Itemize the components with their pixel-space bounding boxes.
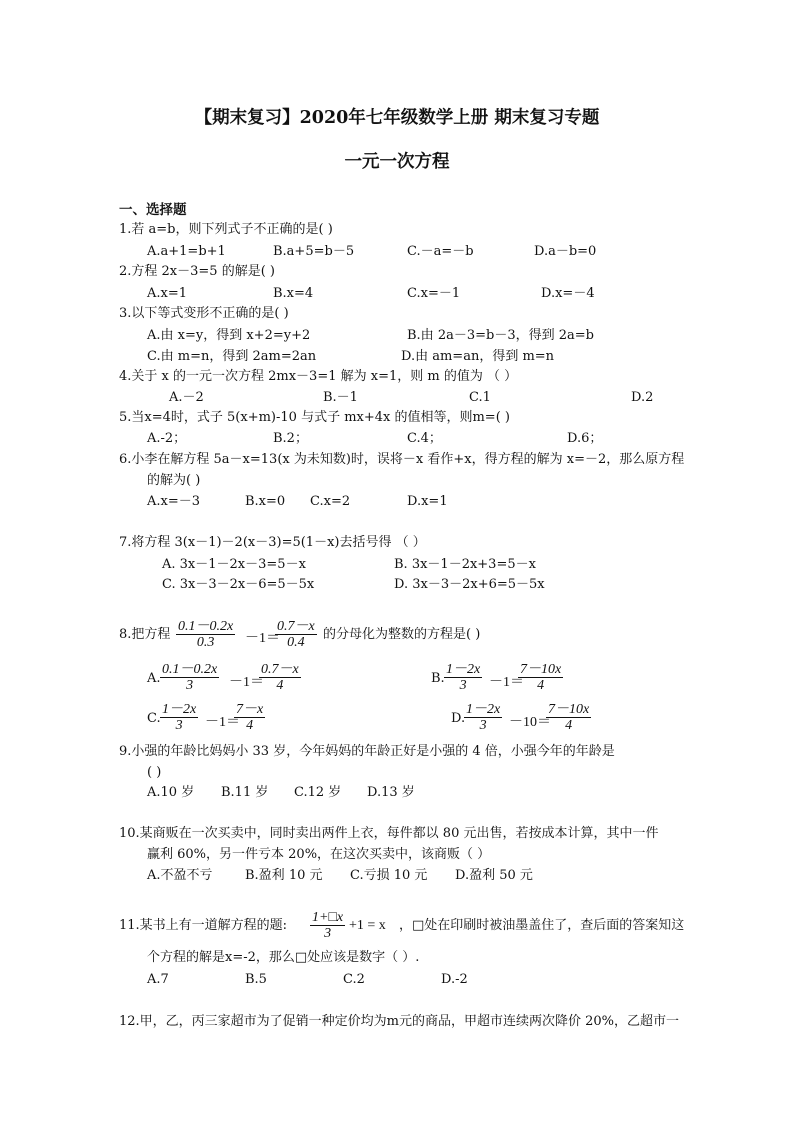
question-10-option-d: D.盈利 50 元 <box>455 868 533 883</box>
question-12-stem: 12.甲，乙，丙三家超市为了促销一种定价均为m元的商品，甲超市连续两次降价 20%，乙超市一 <box>119 1014 680 1029</box>
question-8-stem-fraction-right <box>275 619 317 650</box>
question-7-option-d: D. 3x－3－2x+6=5－5x <box>394 577 545 592</box>
question-5-option-c: C.4； <box>407 431 442 446</box>
question-11-option-b: B.5 <box>245 972 267 987</box>
question-10-stem: 10.某商贩在一次买卖中，同时卖出两件上衣，每件都以 80 元出售，若按成本计算，其中一件 <box>119 826 659 841</box>
question-8-option-d-fraction-right <box>546 702 591 733</box>
fraction-numerator: 1－2x <box>162 702 197 717</box>
question-4-option-d: D.2 <box>631 390 654 405</box>
question-8-stem-suffix: 的分母化为整数的方程是( ) <box>323 627 481 642</box>
question-6-option-c: C.x=2 <box>310 494 351 509</box>
question-10-option-a: A.不盈不亏 <box>147 868 213 883</box>
question-5-option-b: B.2； <box>273 431 308 446</box>
question-6-option-b: B.x=0 <box>245 494 286 509</box>
question-3-option-c: C.由 m=n，得到 2am=2an <box>147 349 317 364</box>
question-3-option-d: D.由 am=an，得到 m=n <box>401 349 555 364</box>
fraction-denominator: 4 <box>246 718 254 733</box>
question-7-option-b: B. 3x－1－2x+3=5－x <box>394 557 536 572</box>
question-11-option-a: A.7 <box>147 972 169 987</box>
fraction-denominator: 3 <box>459 678 467 693</box>
fraction-numerator: 1－2x <box>446 662 481 677</box>
question-8-stem-prefix: 8.把方程 <box>119 627 171 642</box>
question-10-option-c: C.亏损 10 元 <box>350 868 428 883</box>
question-8-stem-middle: －1＝ <box>245 631 280 646</box>
question-8-option-c-middle: －1＝ <box>205 715 240 730</box>
question-4-option-a: A.－2 <box>169 390 204 405</box>
question-9-option-b: B.11 岁 <box>221 785 269 800</box>
question-9-stem: 9.小强的年龄比妈妈小 33 岁，今年妈妈的年龄正好是小强的 4 倍，小强今年的年龄是 <box>119 744 615 759</box>
question-6-stem-line2: 的解为( ) <box>147 473 201 488</box>
question-11-fraction <box>310 910 345 941</box>
fraction-numerator: 7－x <box>236 702 264 717</box>
question-8-option-a-fraction-right <box>259 662 301 693</box>
question-9-option-c: C.12 岁 <box>294 785 342 800</box>
question-11-equation-tail: +1 = x <box>349 918 386 933</box>
question-5-option-a: A.-2； <box>147 431 187 446</box>
question-2-stem: 2.方程 2x－3=5 的解是( ) <box>119 264 275 279</box>
question-8-option-b-label: B. <box>431 671 445 686</box>
fraction-denominator: 4 <box>276 678 284 693</box>
question-6-option-d: D.x=1 <box>407 494 448 509</box>
question-2-option-a: A.x=1 <box>147 286 188 301</box>
question-8-option-c-fraction-left <box>160 702 198 733</box>
question-1-option-b: B.a+5=b－5 <box>273 244 355 259</box>
question-11-stem-prefix: 11.某书上有一道解方程的题: <box>119 918 288 933</box>
question-2-option-d: D.x=－4 <box>541 286 595 301</box>
question-8-option-d-fraction-left <box>464 702 502 733</box>
question-1-stem: 1.若 a=b，则下列式子不正确的是( ) <box>119 222 333 237</box>
question-11-stem-line2: 个方程的解是x=-2，那么□处应该是数字（ ）. <box>147 950 420 965</box>
question-1-option-a: A.a+1=b+1 <box>147 244 226 259</box>
question-2-option-c: C.x=－1 <box>407 286 461 301</box>
fraction-numerator: 1+□x <box>312 910 344 925</box>
question-3-stem: 3.以下等式变形不正确的是( ) <box>119 306 289 321</box>
question-11-option-d: D.-2 <box>441 972 468 987</box>
question-10-option-b: B.盈利 10 元 <box>245 868 323 883</box>
question-9-option-d: D.13 岁 <box>367 785 415 800</box>
question-9-option-a: A.10 岁 <box>147 785 195 800</box>
question-8-option-a-label: A. <box>147 671 161 686</box>
question-3-option-a: A.由 x=y，得到 x+2=y+2 <box>147 328 311 343</box>
question-8-option-b-fraction-right <box>518 662 563 693</box>
question-3-option-b: B.由 2a－3=b－3，得到 2a=b <box>407 328 594 343</box>
question-8-option-b-middle: －1＝ <box>489 675 524 690</box>
question-7-option-a: A. 3x－1－2x－3=5－x <box>162 557 306 572</box>
fraction-numerator: 0.1－0.2x <box>178 619 234 634</box>
question-6-option-a: A.x=－3 <box>147 494 201 509</box>
question-8-option-b-fraction-left <box>444 662 482 693</box>
fraction-denominator: 0.4 <box>287 635 305 650</box>
section-heading: 一、选择题 <box>119 202 187 218</box>
fraction-numerator: 0.7－x <box>277 619 315 634</box>
question-10-stem-line2: 赢利 60%，另一件亏本 20%，在这次买卖中，该商贩（ ） <box>147 847 491 862</box>
question-9-stem-line2: ( ) <box>147 765 162 780</box>
question-8-option-a-middle: －1＝ <box>229 675 264 690</box>
fraction-denominator: 3 <box>186 678 194 693</box>
question-4-option-c: C.1 <box>469 390 491 405</box>
question-7-stem: 7.将方程 3(x－1)－2(x－3)=5(1－x)去括号得 （ ） <box>119 535 426 550</box>
fraction-numerator: 0.1－0.2x <box>162 662 218 677</box>
question-8-option-c-fraction-right <box>234 702 265 733</box>
question-8-stem-fraction-left <box>176 619 235 650</box>
page-subtitle: 一元一次方程 <box>344 152 450 172</box>
question-1-option-d: D.a－b=0 <box>534 244 597 259</box>
page-title: 【期末复习】2020年七年级数学上册 期末复习专题 <box>194 108 600 128</box>
fraction-numerator: 0.7－x <box>261 662 299 677</box>
question-1-option-c: C.－a=－b <box>407 244 474 259</box>
fraction-numerator: 1－2x <box>466 702 501 717</box>
question-6-stem: 6.小李在解方程 5a－x=13(x 为未知数)时，误将－x 看作+x，得方程的解为 x=－2，那么原方程 <box>119 452 685 467</box>
question-11-stem-suffix: ，□处在印刷时被油墨盖住了，查后面的答案知这 <box>399 918 685 933</box>
question-2-option-b: B.x=4 <box>273 286 314 301</box>
fraction-numerator: 7－10x <box>520 662 562 677</box>
question-8-option-a-fraction-left <box>160 662 219 693</box>
fraction-denominator: 4 <box>537 678 545 693</box>
fraction-denominator: 0.3 <box>196 635 215 650</box>
question-8-option-c-label: C. <box>147 711 161 726</box>
fraction-denominator: 4 <box>565 718 573 733</box>
question-8-option-d-label: D. <box>451 711 466 726</box>
question-4-stem: 4.关于 x 的一元一次方程 2mx－3=1 解为 x=1，则 m 的值为 （ ） <box>119 369 518 384</box>
question-5-option-d: D.6； <box>567 431 603 446</box>
question-8-option-d-middle: －10＝ <box>509 715 551 730</box>
fraction-denominator: 3 <box>324 926 332 941</box>
question-7-option-c: C. 3x－3－2x－6=5－5x <box>162 577 315 592</box>
fraction-numerator: 7－10x <box>548 702 590 717</box>
question-11-option-c: C.2 <box>343 972 365 987</box>
fraction-denominator: 3 <box>479 718 487 733</box>
question-5-stem: 5.当x=4时，式子 5(x+m)-10 与式子 mx+4x 的值相等，则m=( ) <box>119 410 510 425</box>
question-4-option-b: B.－1 <box>323 390 358 405</box>
fraction-denominator: 3 <box>175 718 183 733</box>
